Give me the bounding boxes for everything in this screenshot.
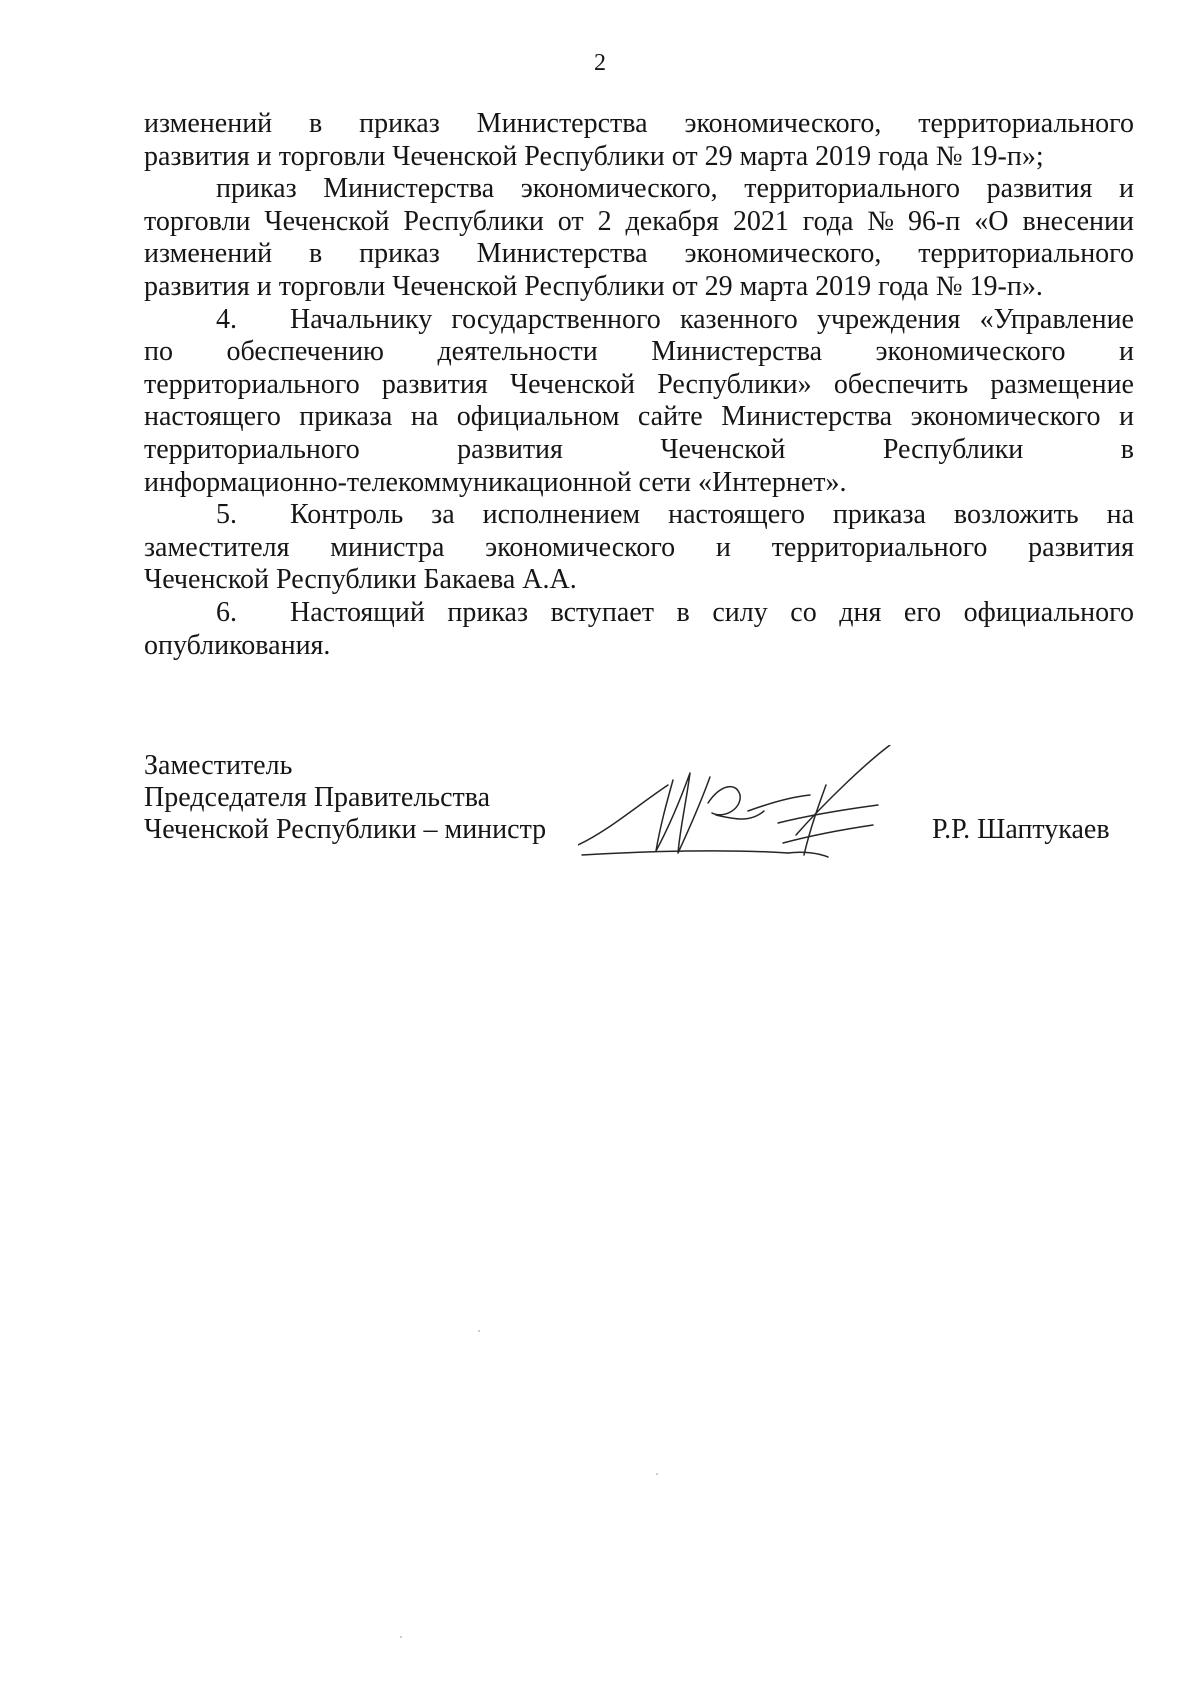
text-line [144, 141, 1134, 174]
text-line [144, 499, 1134, 532]
word: в [1120, 433, 1134, 465]
word: развития [1028, 531, 1134, 563]
word: деятельности [437, 336, 598, 368]
word: министра [330, 531, 445, 563]
text-line [144, 401, 1134, 434]
word: 96-п [908, 205, 961, 237]
word: Министерства [476, 108, 648, 139]
word: сайте [637, 401, 703, 433]
word: развития [457, 433, 563, 465]
word: приказ [359, 238, 440, 270]
word: территориального [771, 531, 988, 563]
word: экономического, [684, 108, 882, 139]
word: на [1106, 499, 1134, 531]
item-number: 4. [216, 303, 237, 335]
word: Чеченской [264, 205, 390, 237]
text-line [144, 238, 1134, 271]
text-line [144, 173, 1134, 206]
word: торговли [144, 205, 251, 237]
word: приказ [447, 596, 529, 628]
word: территориального [744, 173, 960, 205]
word: настоящего [144, 401, 281, 433]
line-text: развития и торговли Чеченской Республики от 29 марта 2019 года № 19-п». [144, 270, 1043, 302]
word: территориального [144, 368, 360, 400]
word: территориального [144, 433, 360, 465]
word: на [410, 401, 439, 433]
word: за [431, 499, 455, 531]
word: его [903, 596, 942, 628]
text-line [144, 630, 1134, 663]
text-line [144, 271, 1134, 304]
word: года [802, 205, 854, 237]
word: Министерства [651, 336, 823, 368]
word: в [676, 596, 690, 628]
word: Настоящий [290, 596, 425, 628]
text-line [144, 532, 1134, 565]
scan-speck [400, 1636, 402, 1638]
word: со [790, 596, 817, 628]
page-number: 2 [594, 50, 606, 76]
word: развития [986, 173, 1093, 205]
justified-words [290, 499, 1134, 532]
signatory-position-line: Чеченской Республики – министр [144, 814, 547, 845]
word: изменений [144, 238, 273, 270]
signatory-position-line: Председателя Правительства [144, 782, 491, 813]
word: приказ [216, 173, 297, 205]
word: и [715, 531, 731, 563]
word: возложить [953, 499, 1079, 531]
word: казенного [679, 303, 798, 335]
line-text: опубликования. [144, 629, 331, 661]
word: декабря [625, 205, 719, 237]
signatory-position [144, 750, 546, 846]
word: государственного [451, 303, 661, 335]
text-line [144, 304, 1134, 337]
word: Начальнику [290, 303, 433, 335]
numbered-line [216, 499, 1134, 532]
word: экономического [485, 531, 676, 563]
word: приказ [359, 108, 440, 139]
word: и [1118, 173, 1134, 205]
justified-words [290, 597, 1134, 630]
word: экономического, [684, 238, 882, 270]
word: экономического [875, 336, 1066, 368]
word: настоящего [668, 499, 805, 531]
word: изменений [144, 108, 273, 139]
word: Республики [403, 205, 544, 237]
word: официальном [456, 401, 620, 433]
item-number: 5. [216, 499, 237, 531]
word: экономического, [520, 173, 718, 205]
word: 2021 [732, 205, 789, 237]
word: Чеченской [660, 433, 786, 465]
word: обеспечить [833, 368, 969, 400]
word: и [1118, 336, 1134, 368]
word: территориального [918, 108, 1134, 139]
numbered-line [216, 597, 1134, 630]
word: «Управление [979, 303, 1134, 335]
word: Контроль [290, 499, 404, 531]
word: силу [712, 596, 768, 628]
body-text [144, 108, 1134, 662]
scan-speck [478, 1330, 480, 1332]
text-line [144, 434, 1134, 467]
word: от [557, 205, 584, 237]
word: в [309, 108, 323, 139]
word: заместителя [144, 531, 290, 563]
text-line [144, 564, 1134, 597]
scan-speck [656, 1473, 658, 1475]
word: приказа [832, 499, 926, 531]
justified-words [290, 304, 1134, 337]
word: 2 [597, 205, 612, 237]
item-number: 6. [216, 596, 237, 628]
word: дня [839, 596, 882, 628]
word: Министерства [721, 401, 893, 433]
text-line [144, 206, 1134, 239]
word: исполнением [482, 499, 641, 531]
word: экономического [910, 401, 1101, 433]
word: Республики» [657, 368, 812, 400]
word: вступает [550, 596, 654, 628]
word: учреждения [816, 303, 961, 335]
word: «О [974, 205, 1009, 237]
word: внесении [1022, 205, 1134, 237]
handwritten-signature-icon [578, 745, 918, 875]
word: в [309, 238, 323, 270]
text-line [144, 336, 1134, 369]
signatory-position-line: Заместитель [144, 750, 293, 781]
word: Чеченской [509, 368, 635, 400]
word: территориального [918, 238, 1134, 270]
word: Министерства [476, 238, 648, 270]
line-text: информационно-телекоммуникационной сети «Интернет». [144, 466, 847, 498]
word: официального [963, 596, 1134, 628]
text-line [144, 467, 1134, 500]
word: и [1119, 401, 1134, 433]
line-text: Чеченской Республики Бакаева А.А. [144, 564, 577, 596]
numbered-line [216, 304, 1134, 337]
word: развития [381, 368, 488, 400]
word: по [144, 336, 173, 368]
word: размещение [990, 368, 1134, 400]
word: обеспечению [226, 336, 384, 368]
word: Министерства [323, 173, 495, 205]
text-line [144, 108, 1134, 141]
text-line [144, 597, 1134, 630]
line-text: развития и торговли Чеченской Республики от 29 марта 2019 года № 19-п»; [144, 140, 1044, 172]
signatory-name: Р.Р. Шаптукаев [932, 814, 1110, 845]
word: № [867, 205, 895, 237]
text-line [144, 369, 1134, 402]
word: приказа [299, 401, 393, 433]
word: Республики [882, 433, 1024, 465]
